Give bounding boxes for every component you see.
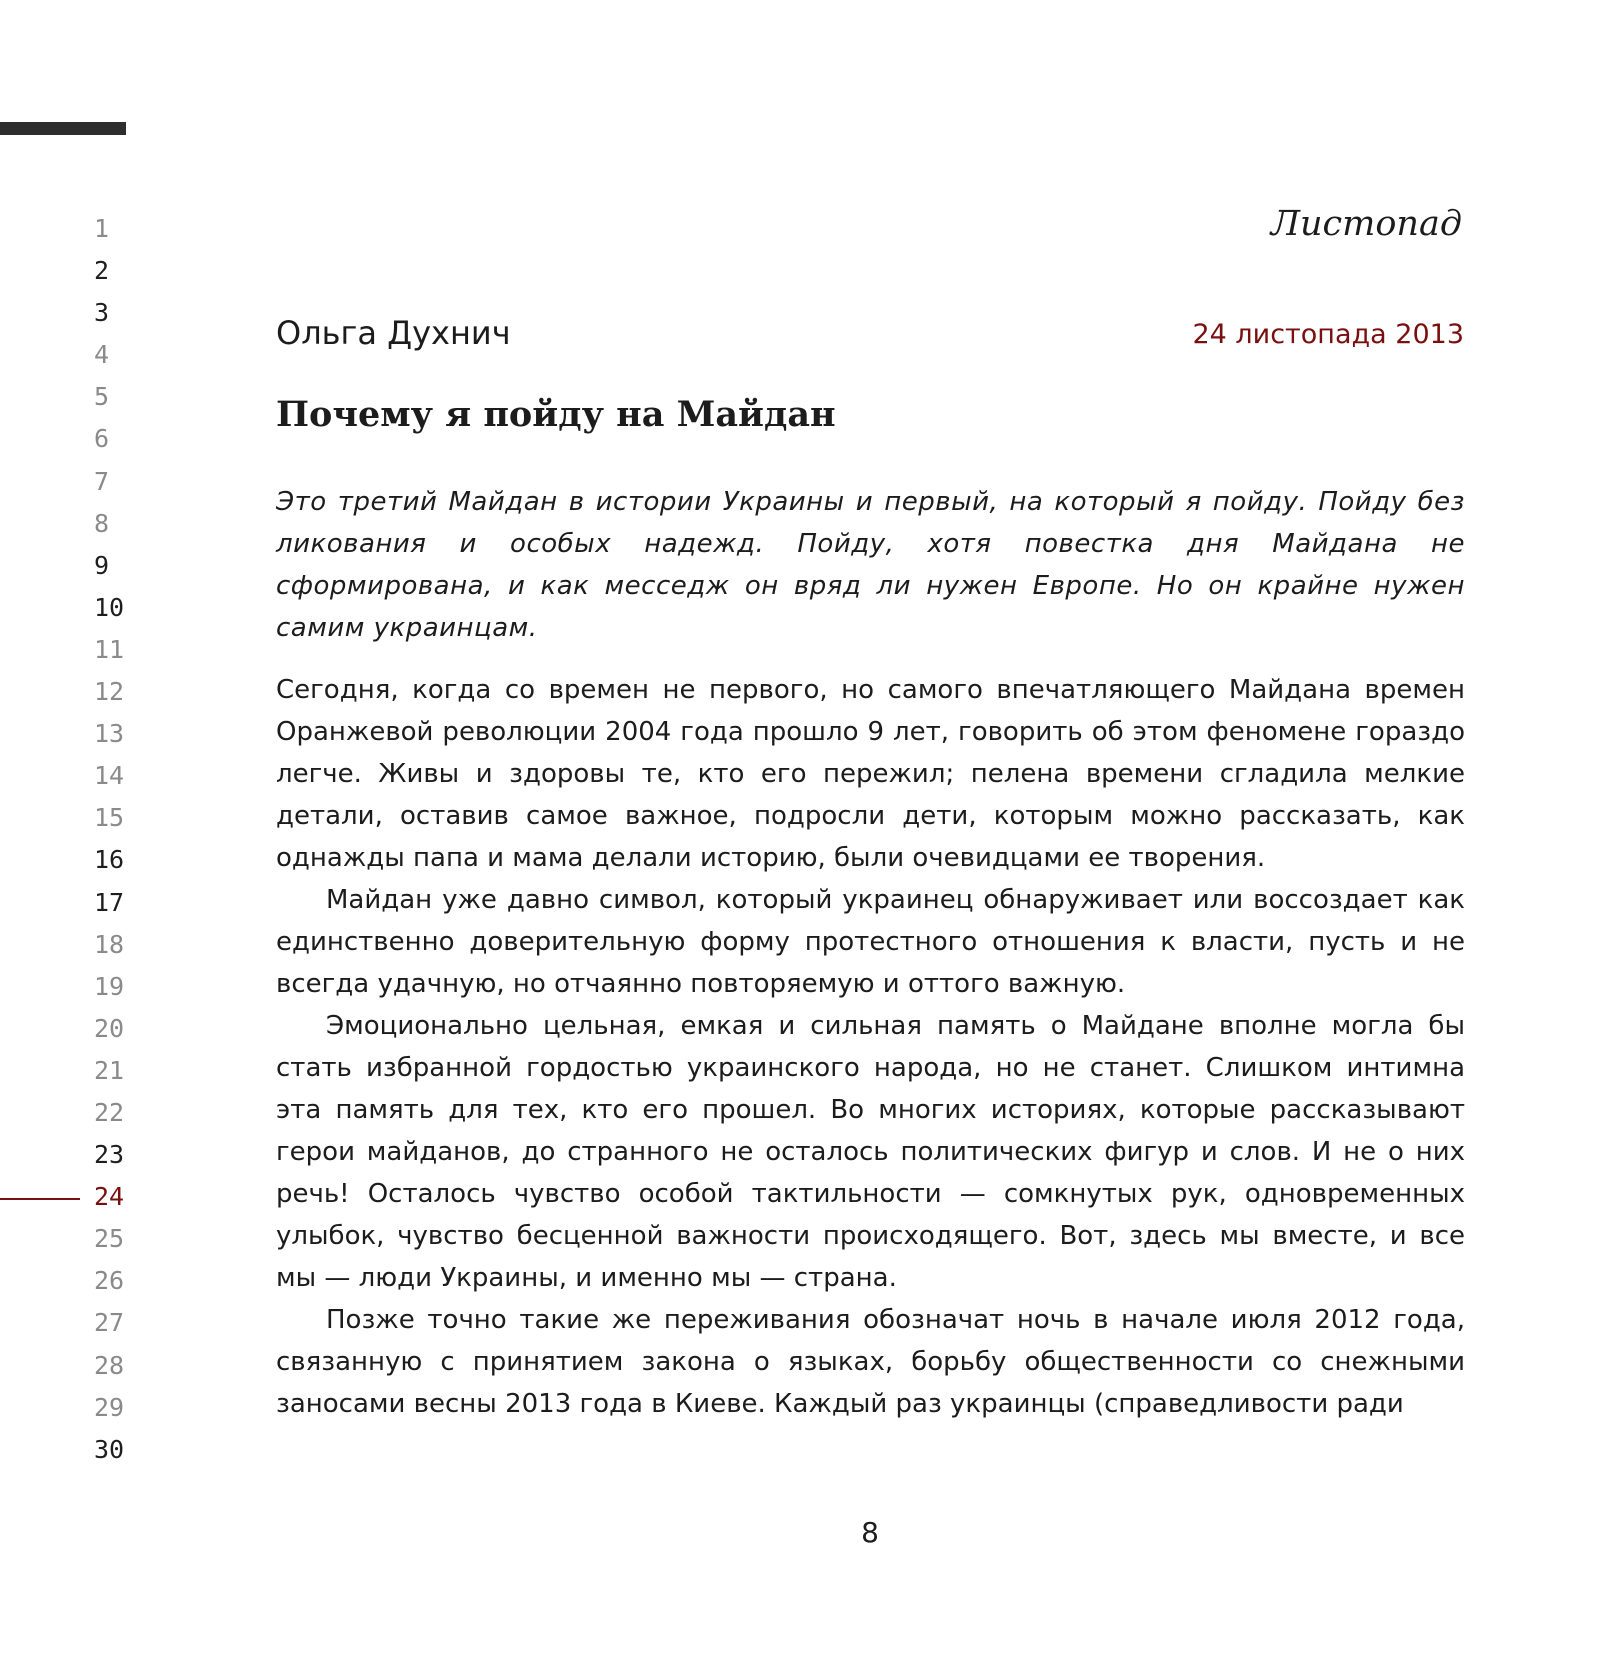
body-paragraph: Позже точно такие же переживания обозначат ночь в начале июля 2012 года, связанную с принятием закона о языках, борьбу общественности со снежными заносами весны 2013 года в Киеве. Каждый раз украинцы (справедливости ради [276,1305,1465,1419]
day-number: 21 [94,1055,125,1085]
day-number: 3 [94,298,110,328]
day-number: 10 [94,592,125,622]
day-number: 26 [94,1266,125,1296]
article-title: Почему я пойду на Майдан [276,394,836,435]
publication-date: 24 листопада 2013 [1192,319,1464,350]
day-number: 20 [94,1013,125,1043]
current-day-marker [0,1198,80,1200]
day-number: 11 [94,634,125,664]
day-number: 29 [94,1392,125,1422]
body-paragraph: Майдан уже давно символ, который украинец обнаруживает или воссоздает как единственно доверительную форму протестного отношения к власти, пусть и не всегда удачную, но отчаянно повторяемую и оттого важную. [276,885,1465,999]
article-lead: Это третий Майдан в истории Украины и первый, на который я пойду. Пойду без ликования и особых надежд. Пойду, хотя повестка дня Майдана не сформирована, и как месседж он вряд ли нужен Европе. Но он крайне нужен самим украинцам. [276,487,1465,643]
day-number: 28 [94,1350,125,1380]
top-accent-bar [0,122,126,135]
author-name: Ольга Духнич [276,314,511,352]
day-number: 15 [94,803,125,833]
day-number: 25 [94,1224,125,1254]
day-number: 9 [94,550,110,580]
day-number: 1 [94,214,110,243]
day-number: 30 [94,1434,125,1464]
day-number: 22 [94,1097,125,1127]
page-number: 8 [861,1516,879,1549]
day-number: 13 [94,719,125,749]
month-title: Листопад [1270,204,1462,244]
day-number: 18 [94,929,125,959]
day-number: 24 [94,1182,125,1212]
day-number: 19 [94,971,125,1001]
day-number: 8 [94,508,110,538]
body-paragraph: Эмоционально цельная, емкая и сильная память о Майдане вполне могла бы стать избранной гордостью украинского народа, но не станет. Слишком интимна эта память для тех, кто его прошел. Во многих историях, которые рассказывают герои майданов, до странного не осталось политических фигур и слов. И не о них речь! Осталось чувство особой тактильности — сомкнутых рук, одновременных улыбок, чувство бесценной важности происходящего. Вот, здесь мы вместе, и все мы — люди Украины, и именно мы — страна. [276,1011,1465,1293]
day-number: 6 [94,424,110,454]
day-number: 12 [94,677,125,707]
day-number: 16 [94,845,125,875]
day-number: 7 [94,466,110,496]
day-number: 4 [94,340,110,370]
day-number: 17 [94,887,125,917]
day-number: 27 [94,1308,125,1338]
day-number: 5 [94,382,110,412]
day-index-list [94,214,124,1477]
article-body [276,669,1465,1425]
day-number: 23 [94,1140,125,1170]
day-number: 14 [94,761,125,791]
day-number: 2 [94,256,110,286]
body-paragraph: Сегодня, когда со времен не первого, но самого впечатляющего Майдана времен Оранжевой революции 2004 года прошло 9 лет, говорить об этом феномене гораздо легче. Живы и здоровы те, кто его пережил; пелена времени сгладила мелкие детали, оставив самое важное, подросли дети, которым можно рассказать, как однажды папа и мама делали историю, были очевидцами ее творения. [276,675,1465,873]
